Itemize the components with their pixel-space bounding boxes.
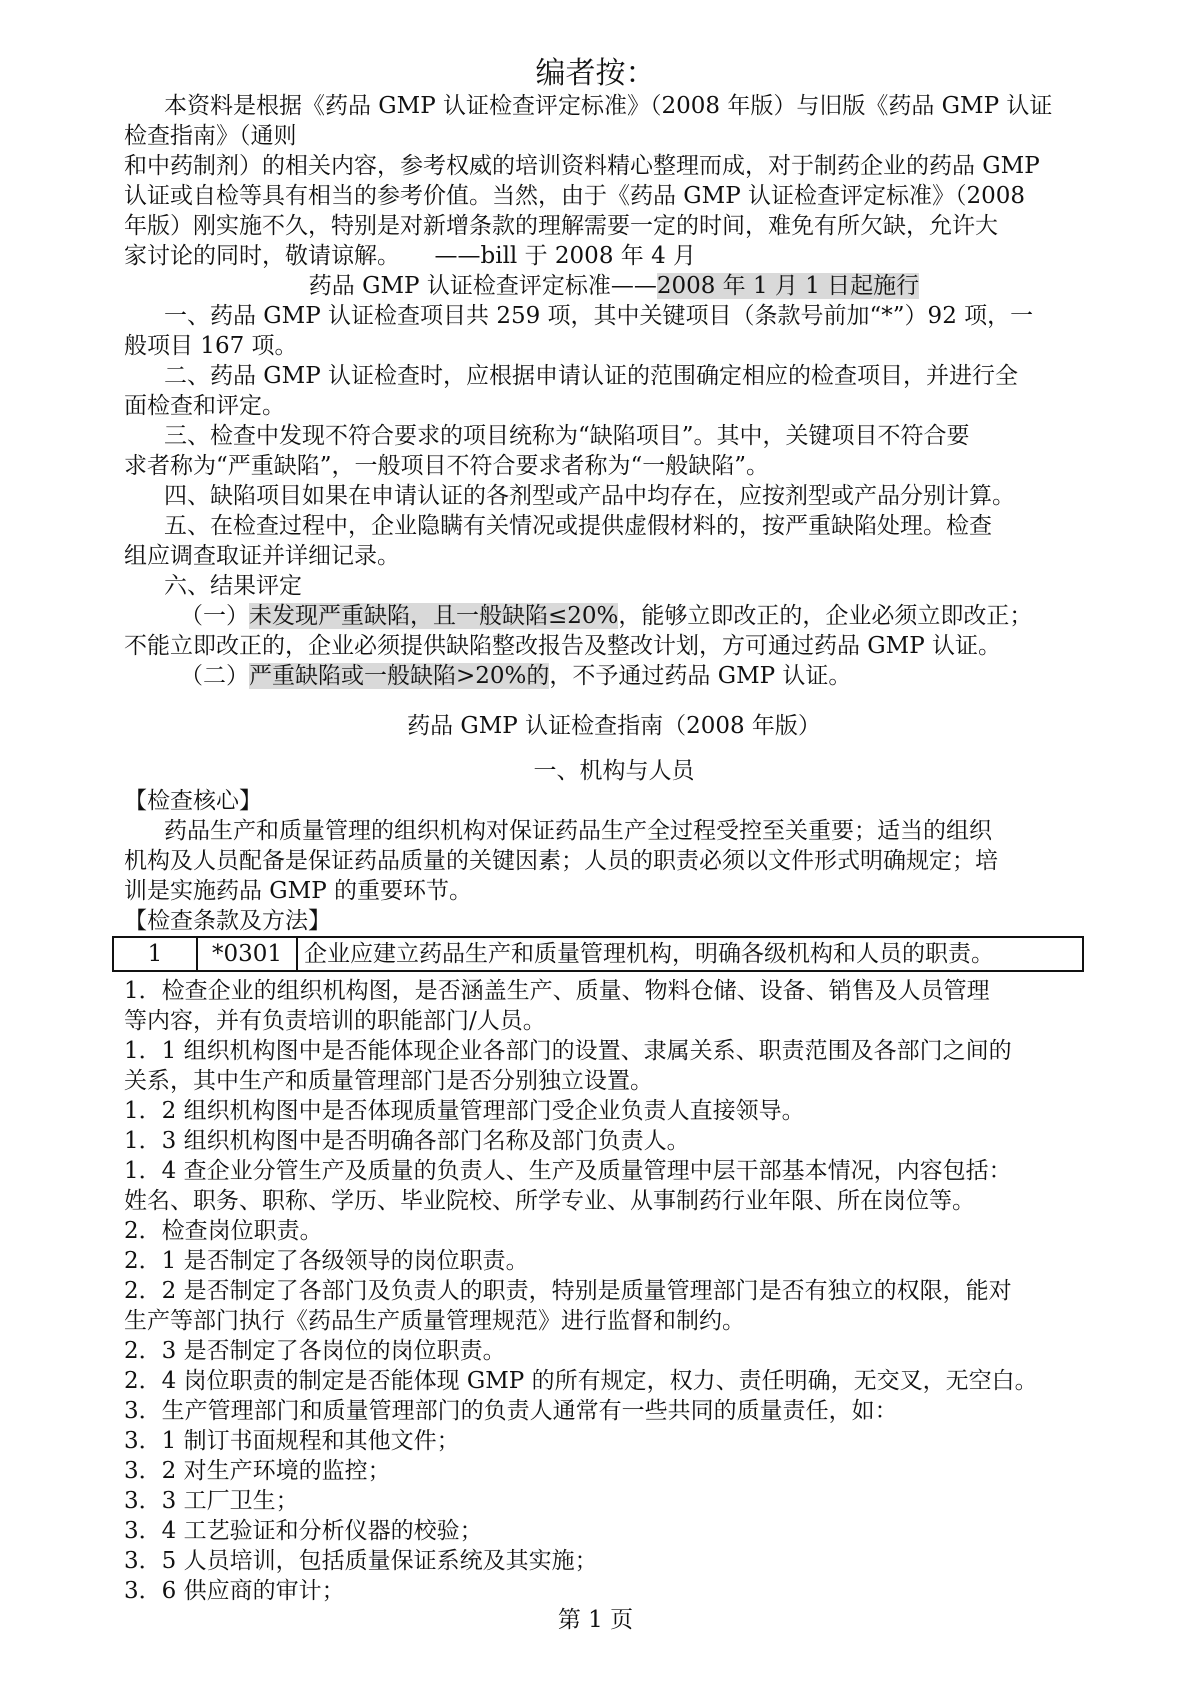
preface-line: 年版）刚实施不久，特别是对新增条款的理解需要一定的时间，难免有所欠缺，允许大 <box>124 213 998 239</box>
standard-heading <box>124 271 1104 301</box>
core-text: 训是实施药品 GMP 的重要环节。 <box>124 878 473 904</box>
item-line: 1．1 组织机构图中是否能体现企业各部门的设置、隶属关系、职责范围及各部门之间的 <box>124 1038 1012 1064</box>
standard-item: 组应调查取证并详细记录。 <box>124 543 400 569</box>
clause-number: 1 <box>114 938 198 970</box>
standard-item: 六、结果评定 <box>164 573 302 599</box>
preface-line: 和中药制剂）的相关内容，参考权威的培训资料精心整理而成，对于制药企业的药品 GMP <box>124 153 1040 179</box>
result-rule-text: ，不予通过药品 GMP 认证。 <box>549 663 852 689</box>
item-line: 3．生产管理部门和质量管理部门的负责人通常有一些共同的质量责任，如： <box>124 1398 898 1424</box>
result-rule-prefix: （一） <box>180 603 249 629</box>
clause-text: 企业应建立药品生产和质量管理机构，明确各级机构和人员的职责。 <box>304 941 994 967</box>
result-rule-1-cont: 不能立即改正的，企业必须提供缺陷整改报告及整改计划，方可通过药品 GMP 认证。 <box>124 633 1002 659</box>
item-line: 3．3 工厂卫生； <box>124 1488 299 1514</box>
preface-line: 本资料是根据《药品 GMP 认证检查评定标准》（2008 年版）与旧版《药品 GMP 认证 <box>164 93 1053 119</box>
core-label: 【检查核心】 <box>124 788 262 814</box>
standard-item: 面检查和评定。 <box>124 393 285 419</box>
section-heading: 一、机构与人员 <box>533 758 695 784</box>
item-line: 1．3 组织机构图中是否明确各部门名称及部门负责人。 <box>124 1128 690 1154</box>
item-line: 3．2 对生产环境的监控； <box>124 1458 391 1484</box>
standard-item: 一、药品 GMP 认证检查项目共 259 项，其中关键项目（条款号前加“*”）92 项，一 <box>164 303 1034 329</box>
result-rule-1 <box>124 601 1104 631</box>
item-line: 2．检查岗位职责。 <box>124 1218 323 1244</box>
item-line: 等内容，并有负责培训的职能部门/人员。 <box>124 1008 546 1034</box>
standard-item: 般项目 167 项。 <box>124 333 298 359</box>
page-title: 编者按： <box>535 56 656 91</box>
standard-item: 二、药品 GMP 认证检查时，应根据申请认证的范围确定相应的检查项目，并进行全 <box>164 363 1019 389</box>
standard-item: 五、在检查过程中，企业隐瞒有关情况或提供虚假材料的，按严重缺陷处理。检查 <box>164 513 992 539</box>
item-line: 关系，其中生产和质量管理部门是否分别独立设置。 <box>124 1068 653 1094</box>
item-line: 2．1 是否制定了各级领导的岗位职责。 <box>124 1248 529 1274</box>
standard-heading-date: 2008 年 1 月 1 日起施行 <box>656 273 920 299</box>
clause-code: *0301 <box>198 938 298 970</box>
item-line: 姓名、职务、职称、学历、毕业院校、所学专业、从事制药行业年限、所在岗位等。 <box>124 1188 975 1214</box>
guide-heading: 药品 GMP 认证检查指南（2008 年版） <box>407 713 821 739</box>
core-text: 药品生产和质量管理的组织机构对保证药品生产全过程受控至关重要；适当的组织 <box>164 818 992 844</box>
item-line: 生产等部门执行《药品生产质量管理规范》进行监督和制约。 <box>124 1308 745 1334</box>
page-number: 第 1 页 <box>557 1607 634 1633</box>
result-rule-prefix: （二） <box>180 663 249 689</box>
item-line: 2．3 是否制定了各岗位的岗位职责。 <box>124 1338 506 1364</box>
standard-item: 求者称为“严重缺陷”，一般项目不符合要求者称为“一般缺陷”。 <box>124 453 770 479</box>
standard-item: 三、检查中发现不符合要求的项目统称为“缺陷项目”。其中，关键项目不符合要 <box>164 423 970 449</box>
preface-line: 检查指南》（通则 <box>124 123 297 149</box>
core-text: 机构及人员配备是保证药品质量的关键因素；人员的职责必须以文件形式明确规定；培 <box>124 848 998 874</box>
clauses-label: 【检查条款及方法】 <box>124 908 331 934</box>
item-line: 1．2 组织机构图中是否体现质量管理部门受企业负责人直接领导。 <box>124 1098 805 1124</box>
item-line: 3．5 人员培训，包括质量保证系统及其实施； <box>124 1548 598 1574</box>
standard-heading-text: 药品 GMP 认证检查评定标准—— <box>308 273 657 299</box>
result-rule-highlight: 严重缺陷或一般缺陷>20%的 <box>249 663 550 689</box>
clause-table <box>112 936 1084 972</box>
item-line: 3．6 供应商的审计； <box>124 1578 345 1604</box>
item-line: 2．4 岗位职责的制定是否能体现 GMP 的所有规定，权力、责任明确，无交叉，无空白。 <box>124 1368 1038 1394</box>
standard-item: 四、缺陷项目如果在申请认证的各剂型或产品中均存在，应按剂型或产品分别计算。 <box>164 483 1015 509</box>
result-rule-2 <box>124 661 1104 691</box>
item-line: 1．4 查企业分管生产及质量的负责人、生产及质量管理中层干部基本情况，内容包括： <box>124 1158 1012 1184</box>
result-rule-text: ，能够立即改正的，企业必须立即改正； <box>618 603 1033 629</box>
item-line: 3．4 工艺验证和分析仪器的校验； <box>124 1518 483 1544</box>
item-line: 3．1 制订书面规程和其他文件； <box>124 1428 460 1454</box>
item-line: 2．2 是否制定了各部门及负责人的职责，特别是质量管理部门是否有独立的权限，能对 <box>124 1278 1012 1304</box>
result-rule-highlight: 未发现严重缺陷，且一般缺陷≤20% <box>249 603 619 629</box>
item-line: 1．检查企业的组织机构图，是否涵盖生产、质量、物料仓储、设备、销售及人员管理 <box>124 978 990 1004</box>
preface-line: 认证或自检等具有相当的参考价值。当然，由于《药品 GMP 认证检查评定标准》（2008 <box>124 183 1026 209</box>
preface-line: 家讨论的同时，敬请谅解。 ——bill 于 2008 年 4 月 <box>124 243 697 269</box>
